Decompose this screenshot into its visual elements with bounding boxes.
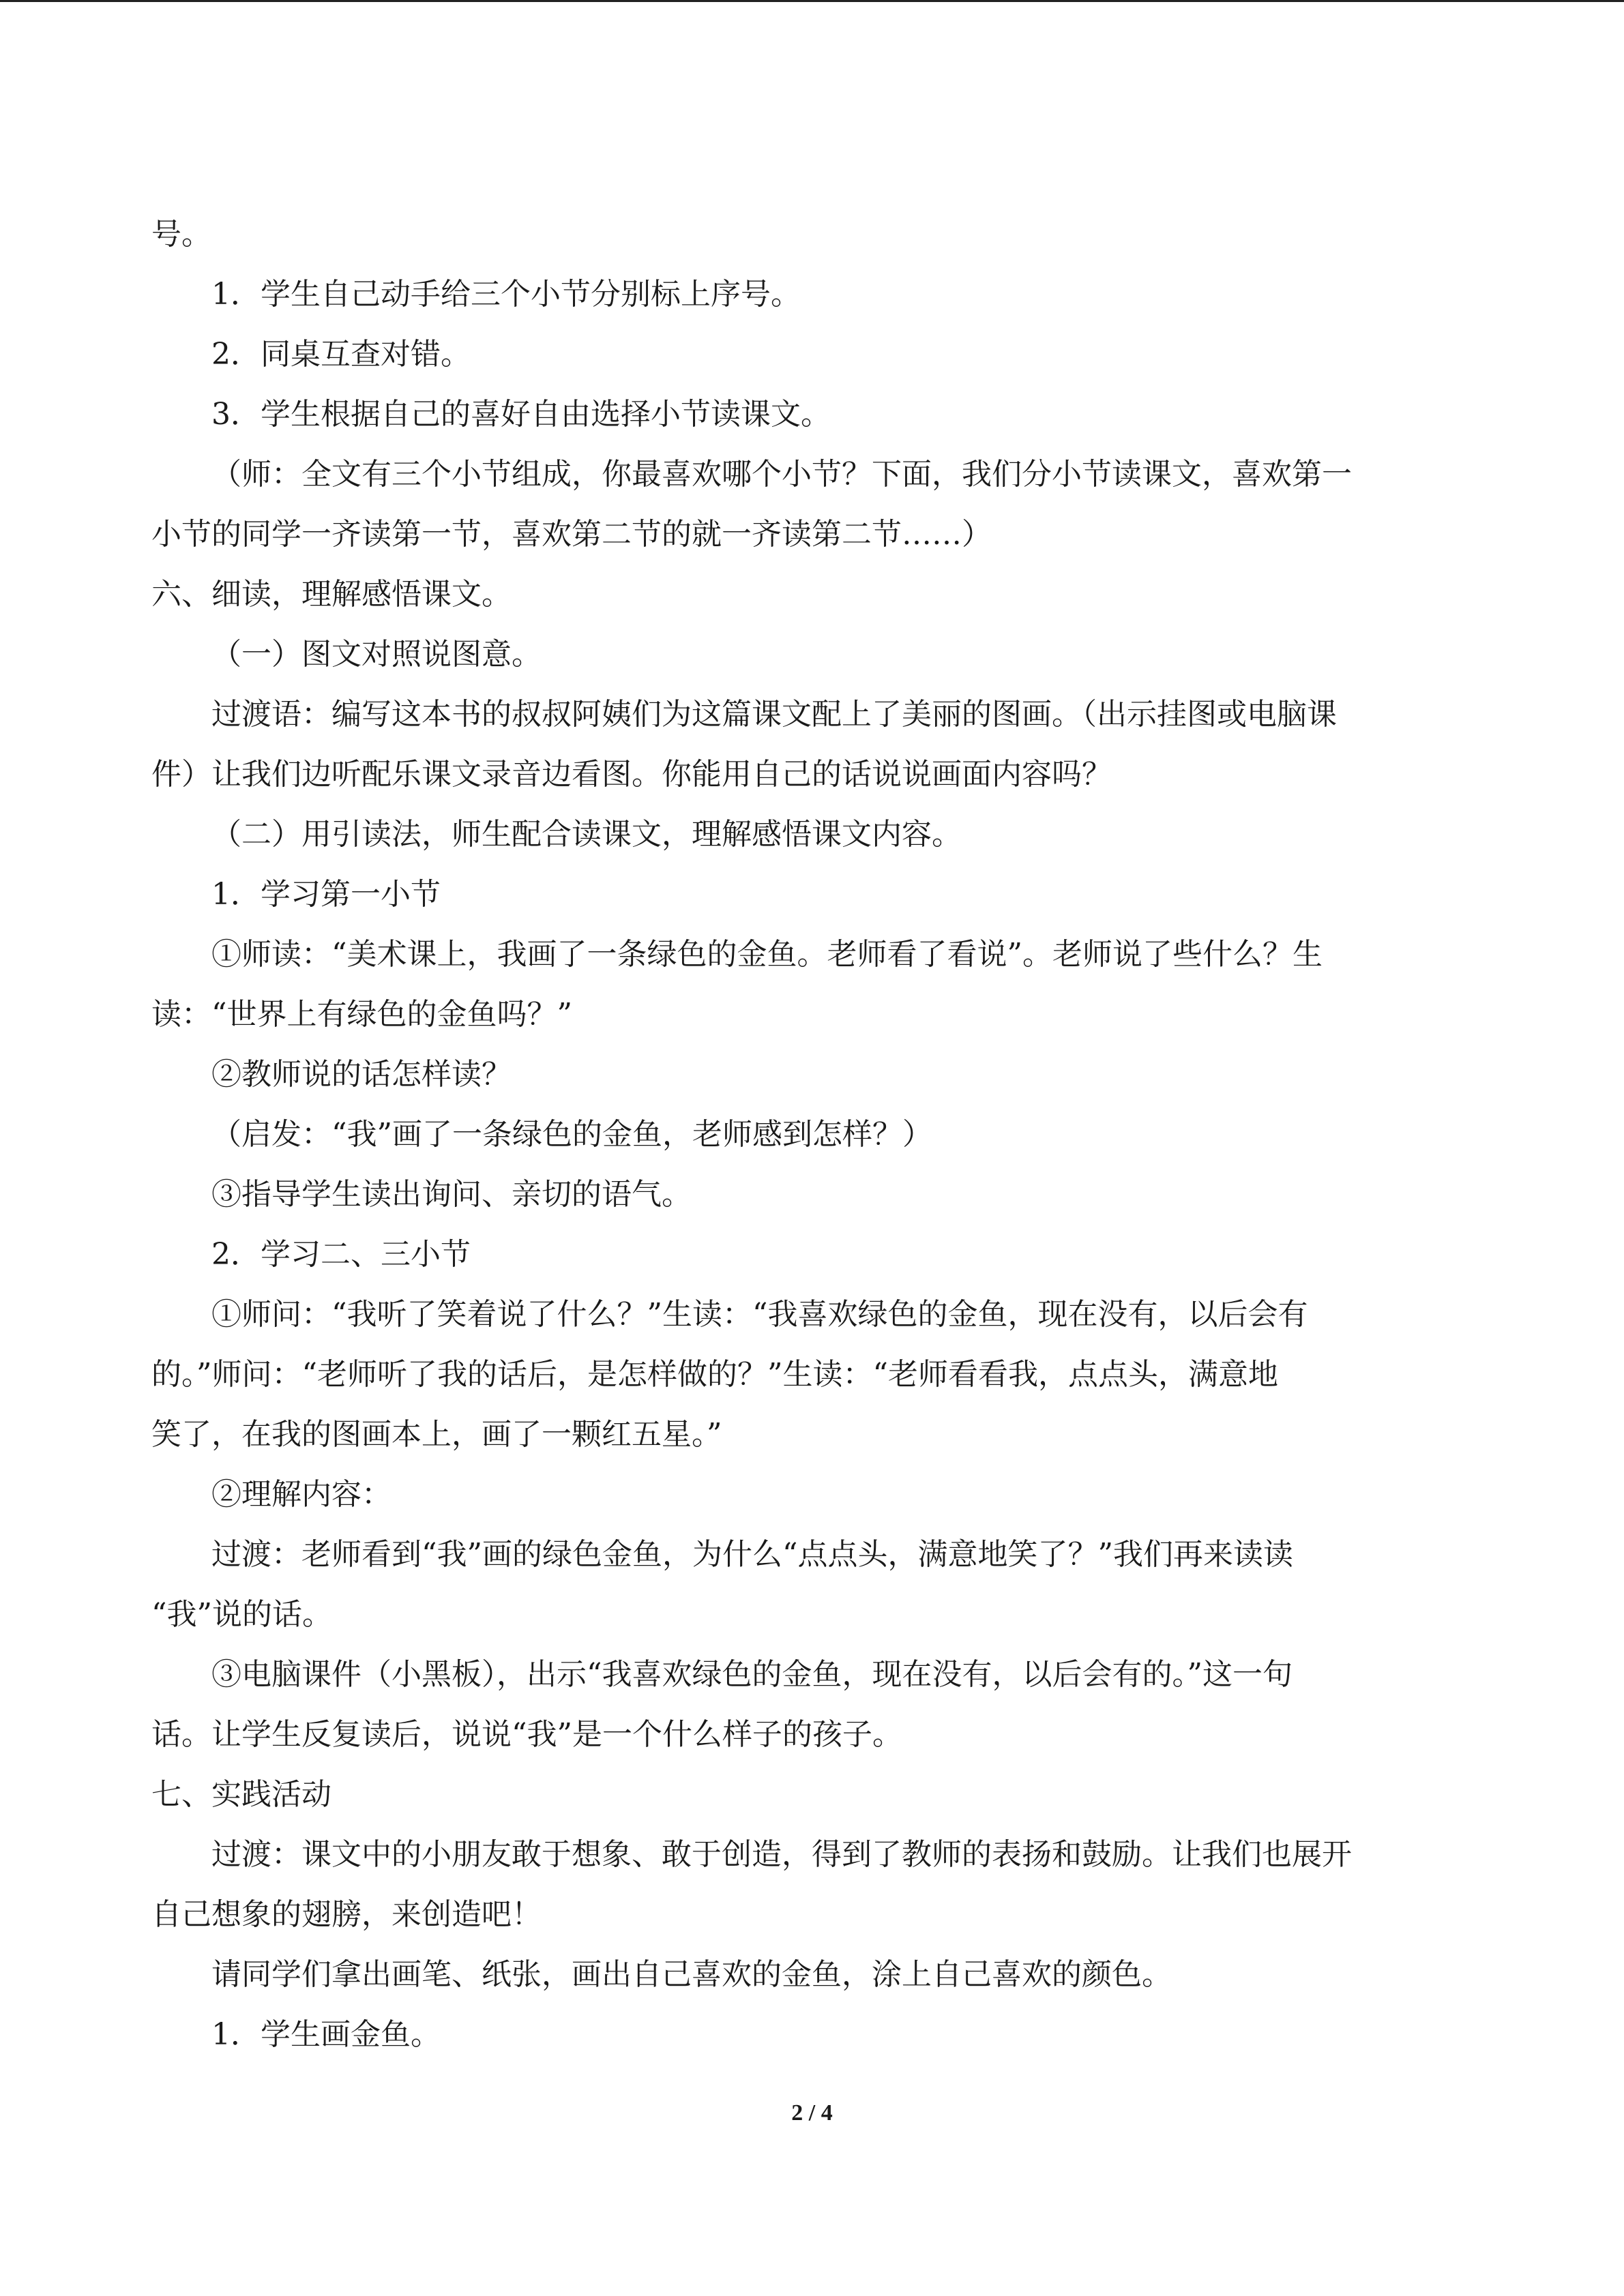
text-line: 笑了，在我的图画本上，画了一颗红五星。” [151,1417,722,1452]
top-border-line [0,0,1624,2]
text-line: 话。让学生反复读后，说说“我”是一个什么样子的孩子。 [151,1717,902,1752]
text-line: ①师问：“我听了笑着说了什么？”生读：“我喜欢绿色的金鱼，现在没有，以后会有 [211,1297,1308,1332]
text-line: 过渡：老师看到“我”画的绿色金鱼，为什么“点点头，满意地笑了？”我们再来读读 [211,1537,1293,1572]
text-line: ①师读：“美术课上，我画了一条绿色的金鱼。老师看了看说”。老师说了些什么？生 [211,937,1323,972]
page-number: 2 / 4 [791,2100,833,2126]
text-line: 2．同桌互查对错。 [211,337,471,372]
text-line: ③电脑课件（小黑板），出示“我喜欢绿色的金鱼，现在没有，以后会有的。”这一句 [211,1657,1293,1692]
text-line: ②理解内容： [211,1477,392,1512]
text-line: 过渡：课文中的小朋友敢于想象、敢于创造，得到了教师的表扬和鼓励。让我们也展开 [211,1837,1352,1872]
text-line: 的。”师问：“老师听了我的话后，是怎样做的？”生读：“老师看看我，点点头，满意地 [151,1357,1278,1392]
text-line: 2．学习二、三小节 [211,1237,471,1272]
text-line: （一）图文对照说图意。 [211,637,542,672]
text-line: （二）用引读法，师生配合读课文，理解感悟课文内容。 [211,817,962,852]
text-line: 七、实践活动 [151,1777,331,1812]
text-line: 六、细读，理解感悟课文。 [151,577,512,612]
text-line: 1．学习第一小节 [211,877,441,912]
text-line: 读：“世界上有绿色的金鱼吗？” [151,997,572,1032]
text-line: 3．学生根据自己的喜好自由选择小节读课文。 [211,397,831,432]
text-line: 号。 [151,217,211,252]
text-line: ②教师说的话怎样读？ [211,1057,512,1092]
text-line: 请同学们拿出画笔、纸张，画出自己喜欢的金鱼，涂上自己喜欢的颜色。 [211,1957,1172,1992]
text-line: “我”说的话。 [151,1597,332,1632]
text-line: 件）让我们边听配乐课文录音边看图。你能用自己的话说说画面内容吗？ [151,757,1112,792]
text-line: ③指导学生读出询问、亲切的语气。 [211,1177,692,1212]
text-line: 过渡语：编写这本书的叔叔阿姨们为这篇课文配上了美丽的图画。（出示挂图或电脑课 [211,697,1337,732]
text-line: （师：全文有三个小节组成，你最喜欢哪个小节？下面，我们分小节读课文，喜欢第一 [211,457,1352,492]
text-line: 自己想象的翅膀，来创造吧！ [151,1897,542,1932]
text-line: 1．学生自己动手给三个小节分别标上序号。 [211,277,801,312]
text-line: 小节的同学一齐读第一节，喜欢第二节的就一齐读第二节……） [151,517,992,552]
text-line: 1．学生画金鱼。 [211,2017,441,2052]
text-line: （启发：“我”画了一条绿色的金鱼，老师感到怎样？） [211,1117,932,1152]
document-body [151,205,1460,2065]
